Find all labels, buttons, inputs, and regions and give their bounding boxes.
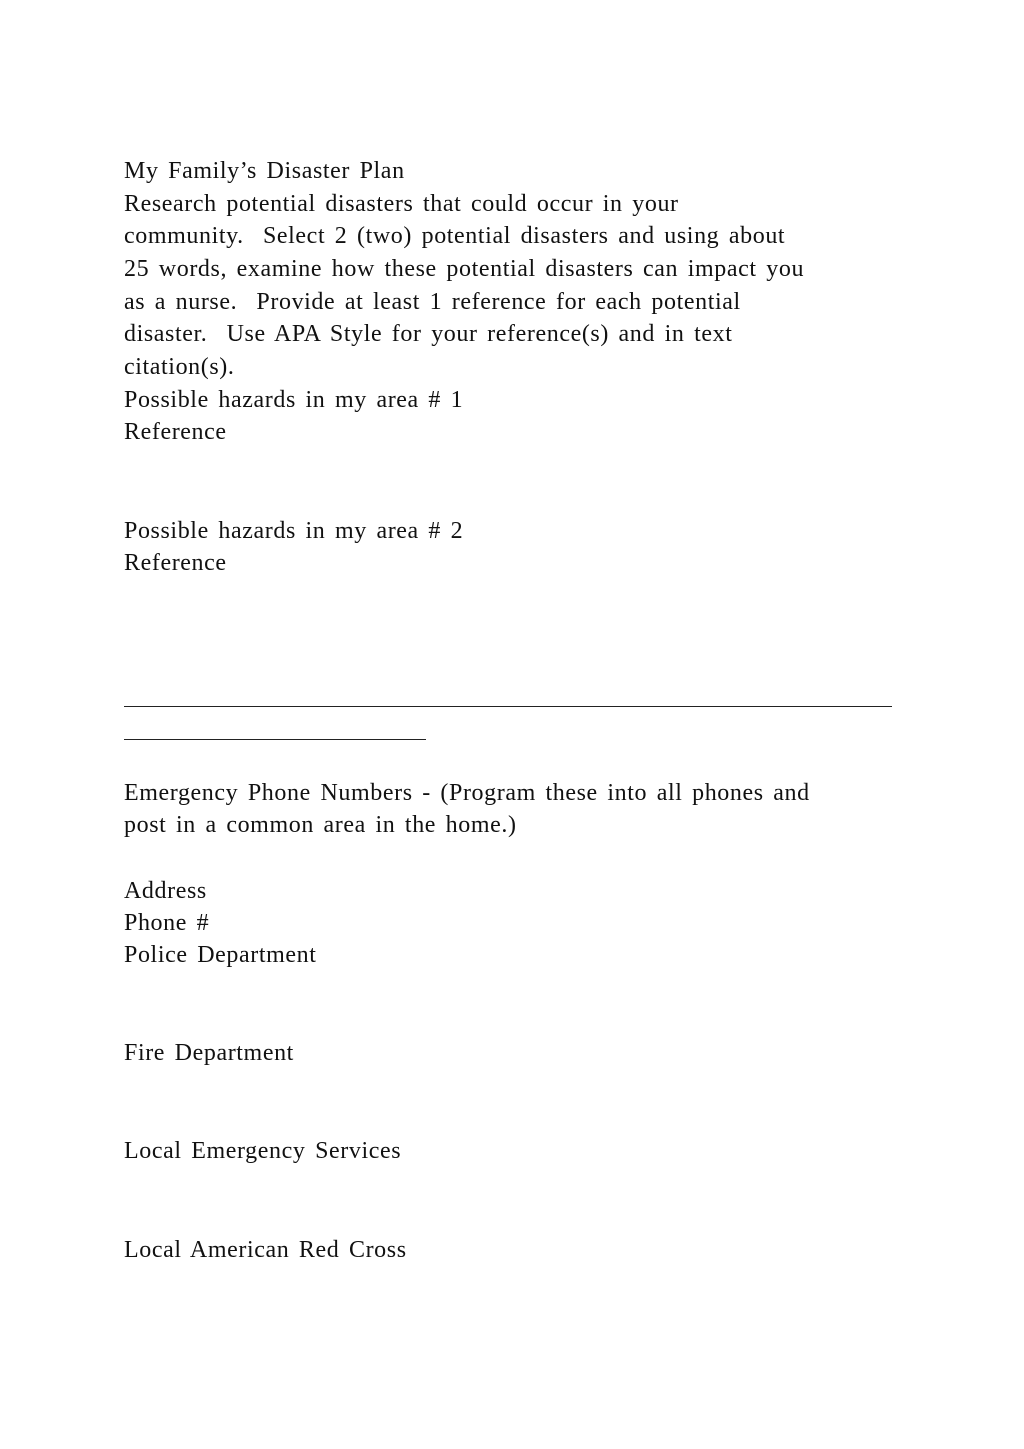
- instructions-line: as a nurse. Provide at least 1 reference for each potential: [124, 289, 741, 315]
- separator-line: [124, 706, 892, 707]
- emergency-heading-line: Emergency Phone Numbers - (Program these into all phones and: [124, 780, 810, 806]
- hazard-2-reference-label: Reference: [124, 550, 227, 576]
- instructions-line: disaster. Use APA Style for your reference(s) and in text: [124, 321, 733, 347]
- address-label: Address: [124, 878, 207, 904]
- hazard-1-heading: Possible hazards in my area # 1: [124, 387, 464, 413]
- police-department-entry: Police Department: [124, 942, 317, 968]
- emergency-heading-line: post in a common area in the home.): [124, 812, 517, 838]
- local-american-red-cross-entry: Local American Red Cross: [124, 1237, 407, 1263]
- fire-department-entry: Fire Department: [124, 1040, 294, 1066]
- instructions-line: citation(s).: [124, 354, 235, 380]
- hazard-1-reference-label: Reference: [124, 419, 227, 445]
- instructions-line: community. Select 2 (two) potential disasters and using about: [124, 223, 786, 249]
- instructions-line: Research potential disasters that could occur in your: [124, 191, 679, 217]
- local-emergency-services-entry: Local Emergency Services: [124, 1138, 402, 1164]
- instructions-line: 25 words, examine how these potential disasters can impact you: [124, 256, 805, 282]
- phone-label: Phone #: [124, 910, 210, 936]
- separator-line: [124, 739, 426, 740]
- document-title: My Family’s Disaster Plan: [124, 158, 405, 184]
- hazard-2-heading: Possible hazards in my area # 2: [124, 518, 464, 544]
